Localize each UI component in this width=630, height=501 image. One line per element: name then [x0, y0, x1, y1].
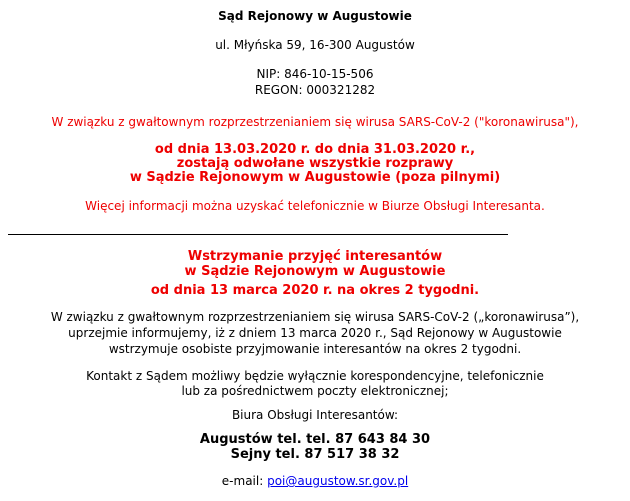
contact-line-1: Kontakt z Sądem możliwy będzie wyłącznie korespondencyjne, telefonicznie: [86, 369, 544, 383]
email-link[interactable]: poi@augustow.sr.gov.pl: [267, 474, 409, 488]
notice-court: w Sądzie Rejonowym w Augustowie (poza pilnymi): [129, 170, 501, 185]
horizontal-divider: [8, 234, 508, 235]
office-label: Biura Obsługi Interesantów:: [231, 408, 399, 422]
notice-more-info: Więcej informacji można uzyskać telefonicznie w Biurze Obsługi Interesanta.: [85, 199, 545, 213]
notice-dates: od dnia 13.03.2020 r. do dnia 31.03.2020 r.,: [154, 142, 476, 157]
phone-augustow: Augustów tel. tel. 87 643 84 30: [199, 432, 431, 447]
court-address: ul. Młyńska 59, 16-300 Augustów: [215, 38, 415, 52]
notice-cancelled: zostają odwołane wszystkie rozprawy: [176, 156, 454, 171]
court-regon: REGON: 000321282: [254, 83, 376, 97]
email-label: e-mail:: [221, 474, 264, 488]
email-row: [0, 474, 630, 489]
court-name: Sąd Rejonowy w Augustowie: [218, 9, 412, 23]
notice-intro: W związku z gwałtownym rozprzestrzenianiem się wirusa SARS-CoV-2 ("koronawirusa"),: [51, 115, 579, 129]
suspension-body-line-2: uprzejmie informujemy, iż z dniem 13 marca 2020 r., Sąd Rejonowy w Augustowie: [68, 326, 562, 340]
suspension-body-line-3: wstrzymuje osobiste przyjmowanie interesantów na okres 2 tygodni.: [108, 342, 522, 356]
contact-line-2: lub za pośrednictwem poczty elektronicznej;: [181, 384, 449, 398]
suspension-body-line-1: W związku z gwałtownym rozprzestrzenianiem się wirusa SARS-CoV-2 („koronawirusa”),: [50, 310, 580, 324]
suspension-title: Wstrzymanie przyjęć interesantów: [187, 249, 443, 264]
court-nip: NIP: 846-10-15-506: [256, 67, 374, 81]
suspension-title-court: w Sądzie Rejonowym w Augustowie: [184, 264, 446, 279]
suspension-title-date: od dnia 13 marca 2020 r. na okres 2 tygodni.: [150, 283, 480, 298]
phone-sejny: Sejny tel. 87 517 38 32: [230, 447, 400, 462]
